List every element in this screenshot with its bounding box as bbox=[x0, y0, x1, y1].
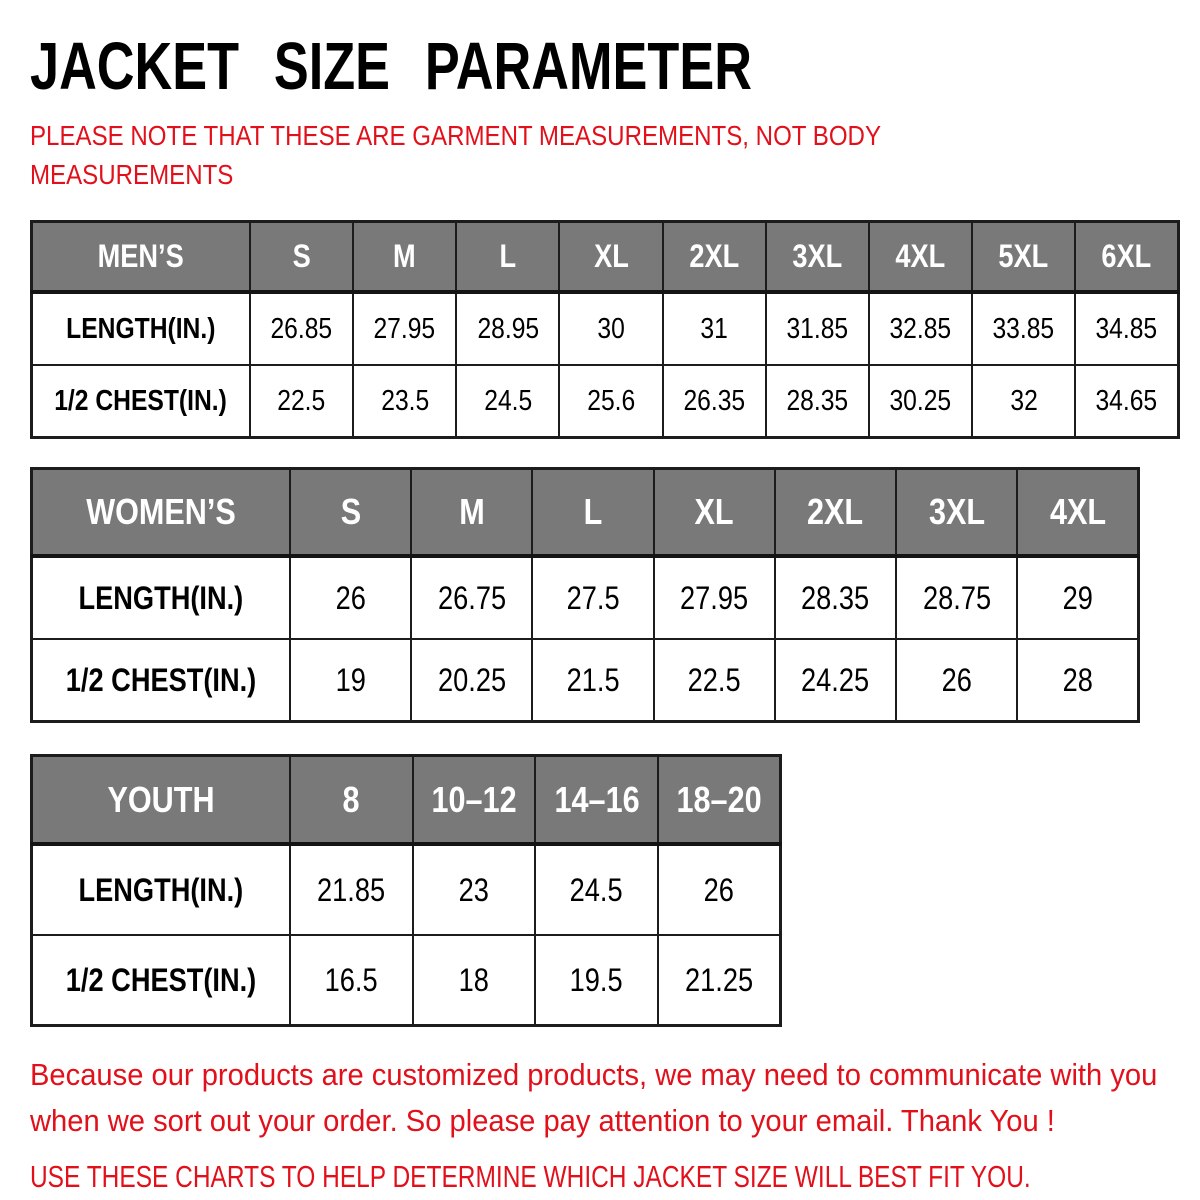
youth-table-title bbox=[32, 756, 291, 845]
measurement-value-cell bbox=[456, 292, 559, 365]
cell-text: S bbox=[340, 491, 361, 532]
garment-measurement-note bbox=[30, 116, 1200, 194]
cell-text: 30 bbox=[597, 312, 625, 345]
measurement-value-cell bbox=[766, 365, 869, 438]
womens-size-column-header bbox=[654, 469, 775, 557]
cell-text: 1/2 CHEST(IN.) bbox=[65, 961, 257, 998]
measurement-value-cell bbox=[290, 844, 413, 935]
cell-text: 2XL bbox=[807, 491, 864, 532]
mens-size-column-header bbox=[972, 222, 1075, 293]
mens-size-column-header bbox=[559, 222, 662, 293]
cell-text: 3XL bbox=[792, 238, 843, 274]
cell-text: 21.85 bbox=[317, 871, 386, 908]
womens-header-row bbox=[32, 469, 1139, 557]
mens-size-column-header bbox=[869, 222, 972, 293]
measurement-value-cell bbox=[663, 292, 766, 365]
womens-size-column-header bbox=[290, 469, 411, 557]
cell-text: 18 bbox=[458, 961, 490, 998]
cell-text: 1/2 CHEST(IN.) bbox=[65, 661, 257, 698]
cell-text: 23.5 bbox=[380, 384, 429, 417]
measurement-value-cell bbox=[896, 639, 1017, 722]
measurement-value-cell bbox=[869, 292, 972, 365]
measurement-value-cell bbox=[532, 556, 653, 639]
cell-text: 19.5 bbox=[570, 961, 624, 998]
cell-text: 24.5 bbox=[483, 384, 532, 417]
cell-text: 20.25 bbox=[437, 661, 506, 698]
cell-text: 23 bbox=[458, 871, 490, 908]
cell-text: XL bbox=[593, 238, 629, 274]
womens-size-column-header bbox=[411, 469, 532, 557]
cell-text: M bbox=[459, 491, 485, 532]
cell-text: 18–20 bbox=[676, 778, 762, 820]
cell-text: 27.95 bbox=[680, 579, 749, 616]
cell-text: 33.85 bbox=[992, 312, 1055, 345]
cell-text: LENGTH(IN.) bbox=[78, 579, 244, 616]
measurement-value-cell bbox=[654, 639, 775, 722]
cell-text: 16.5 bbox=[324, 961, 378, 998]
measurement-row-label bbox=[32, 844, 291, 935]
measurement-row-label bbox=[32, 639, 291, 722]
youth-size-table bbox=[30, 754, 782, 1027]
measurement-row-label bbox=[32, 292, 251, 365]
measurement-value-cell bbox=[353, 365, 456, 438]
womens-table-title bbox=[32, 469, 291, 557]
womens-size-table bbox=[30, 467, 1140, 723]
measurement-value-cell bbox=[869, 365, 972, 438]
cell-text: 8 bbox=[342, 778, 360, 820]
measurement-value-cell bbox=[290, 556, 411, 639]
measurement-value-cell bbox=[559, 292, 662, 365]
mens-table-title bbox=[32, 222, 251, 293]
measurement-value-cell bbox=[658, 935, 781, 1026]
cell-text: 24.5 bbox=[570, 871, 624, 908]
measurement-value-cell bbox=[654, 556, 775, 639]
youth-size-column-header bbox=[413, 756, 536, 845]
measurement-value-cell bbox=[411, 639, 532, 722]
youth-size-column-header bbox=[535, 756, 658, 845]
customization-notice-text: Because our products are customized products, we may need to communicate with you when we sort out your order. So please pay attention to your email. Thank You ! bbox=[30, 1057, 1158, 1138]
measurement-value-cell bbox=[413, 935, 536, 1026]
cell-text: 21.25 bbox=[684, 961, 753, 998]
womens-size-column-header bbox=[896, 469, 1017, 557]
measurement-value-cell bbox=[1075, 365, 1178, 438]
cell-text: 26 bbox=[703, 871, 735, 908]
cell-text: 34.65 bbox=[1095, 384, 1158, 417]
cell-text: 32.85 bbox=[889, 312, 952, 345]
cell-text: 6XL bbox=[1101, 238, 1152, 274]
womens-measurement-row bbox=[32, 639, 1139, 722]
measurement-row-label bbox=[32, 935, 291, 1026]
mens-size-column-header bbox=[1075, 222, 1178, 293]
cell-text: 27.5 bbox=[566, 579, 620, 616]
cell-text: 26.35 bbox=[683, 384, 746, 417]
youth-header-row bbox=[32, 756, 781, 845]
cell-text: 3XL bbox=[928, 491, 985, 532]
measurement-value-cell bbox=[250, 365, 353, 438]
cell-text: L bbox=[499, 238, 517, 274]
cell-text: 31.85 bbox=[786, 312, 849, 345]
cell-text: 4XL bbox=[895, 238, 946, 274]
cell-text: 22.5 bbox=[277, 384, 326, 417]
mens-size-column-header bbox=[456, 222, 559, 293]
page-title-text: JACKET SIZE PARAMETER bbox=[30, 29, 752, 104]
cell-text: 24.25 bbox=[801, 661, 870, 698]
cell-text: 31 bbox=[700, 312, 728, 345]
womens-measurement-row bbox=[32, 556, 1139, 639]
cell-text: 25.6 bbox=[587, 384, 636, 417]
mens-size-column-header bbox=[353, 222, 456, 293]
measurement-value-cell bbox=[972, 365, 1075, 438]
measurement-value-cell bbox=[456, 365, 559, 438]
cell-text: 26.85 bbox=[270, 312, 333, 345]
cell-text: L bbox=[583, 491, 603, 532]
measurement-value-cell bbox=[411, 556, 532, 639]
cell-text: 1/2 CHEST(IN.) bbox=[54, 384, 228, 417]
youth-size-column-header bbox=[290, 756, 413, 845]
measurement-value-cell bbox=[896, 556, 1017, 639]
youth-measurement-row bbox=[32, 844, 781, 935]
mens-size-column-header bbox=[766, 222, 869, 293]
cell-text: 26 bbox=[335, 579, 366, 616]
cell-text: 29 bbox=[1062, 579, 1093, 616]
cell-text: 32 bbox=[1009, 384, 1038, 417]
measurement-value-cell bbox=[413, 844, 536, 935]
cell-text: 21.5 bbox=[566, 661, 620, 698]
measurement-value-cell bbox=[658, 844, 781, 935]
cell-text: 28.75 bbox=[922, 579, 991, 616]
cell-text: 28 bbox=[1062, 661, 1093, 698]
cell-text: 28.35 bbox=[801, 579, 870, 616]
measurement-value-cell bbox=[535, 844, 658, 935]
measurement-value-cell bbox=[250, 292, 353, 365]
mens-measurement-row bbox=[32, 365, 1179, 438]
cell-text: 5XL bbox=[998, 238, 1049, 274]
measurement-value-cell bbox=[775, 639, 896, 722]
cell-text: 28.95 bbox=[477, 312, 539, 345]
cell-text: M bbox=[393, 238, 417, 274]
cell-text: 28.35 bbox=[786, 384, 849, 417]
measurement-value-cell bbox=[1075, 292, 1178, 365]
measurement-value-cell bbox=[535, 935, 658, 1026]
youth-measurement-row bbox=[32, 935, 781, 1026]
cell-text: XL bbox=[694, 491, 734, 532]
cell-text: LENGTH(IN.) bbox=[78, 871, 244, 908]
mens-size-column-header bbox=[663, 222, 766, 293]
cell-text: 10–12 bbox=[431, 778, 517, 820]
womens-size-column-header bbox=[1017, 469, 1138, 557]
measurement-value-cell bbox=[1017, 556, 1138, 639]
cell-text: 26.75 bbox=[437, 579, 506, 616]
cell-text: 34.85 bbox=[1095, 312, 1158, 345]
cell-text: 22.5 bbox=[687, 661, 741, 698]
measurement-row-label bbox=[32, 556, 291, 639]
mens-header-row bbox=[32, 222, 1179, 293]
mens-size-column-header bbox=[250, 222, 353, 293]
measurement-value-cell bbox=[532, 639, 653, 722]
cell-text: LENGTH(IN.) bbox=[66, 312, 216, 345]
cell-text: 30.25 bbox=[889, 384, 952, 417]
measurement-value-cell bbox=[663, 365, 766, 438]
cell-text: 14–16 bbox=[554, 778, 640, 820]
measurement-value-cell bbox=[1017, 639, 1138, 722]
womens-size-column-header bbox=[532, 469, 653, 557]
mens-size-table bbox=[30, 220, 1180, 439]
cell-text: 26 bbox=[941, 661, 972, 698]
customization-notice bbox=[30, 1052, 1200, 1144]
cell-text: 2XL bbox=[689, 238, 740, 274]
measurement-value-cell bbox=[766, 292, 869, 365]
chart-usage-advice bbox=[30, 1157, 1200, 1197]
mens-measurement-row bbox=[32, 292, 1179, 365]
cell-text: WOMEN’S bbox=[86, 491, 236, 532]
measurement-value-cell bbox=[290, 639, 411, 722]
cell-text: MEN’S bbox=[97, 238, 185, 274]
cell-text: 27.95 bbox=[373, 312, 436, 345]
cell-text: 19 bbox=[335, 661, 366, 698]
youth-size-column-header bbox=[658, 756, 781, 845]
garment-measurement-note-text: PLEASE NOTE THAT THESE ARE GARMENT MEASUREMENTS, NOT BODY MEASUREMENTS bbox=[30, 120, 881, 190]
measurement-value-cell bbox=[353, 292, 456, 365]
page-title bbox=[0, 0, 1200, 104]
measurement-value-cell bbox=[775, 556, 896, 639]
measurement-value-cell bbox=[559, 365, 662, 438]
cell-text: YOUTH bbox=[107, 778, 215, 820]
womens-size-column-header bbox=[775, 469, 896, 557]
chart-usage-advice-text: USE THESE CHARTS TO HELP DETERMINE WHICH JACKET SIZE WILL BEST FIT YOU. bbox=[30, 1159, 1031, 1194]
measurement-value-cell bbox=[290, 935, 413, 1026]
cell-text: 4XL bbox=[1049, 491, 1106, 532]
measurement-row-label bbox=[32, 365, 251, 438]
cell-text: S bbox=[292, 238, 311, 274]
measurement-value-cell bbox=[972, 292, 1075, 365]
